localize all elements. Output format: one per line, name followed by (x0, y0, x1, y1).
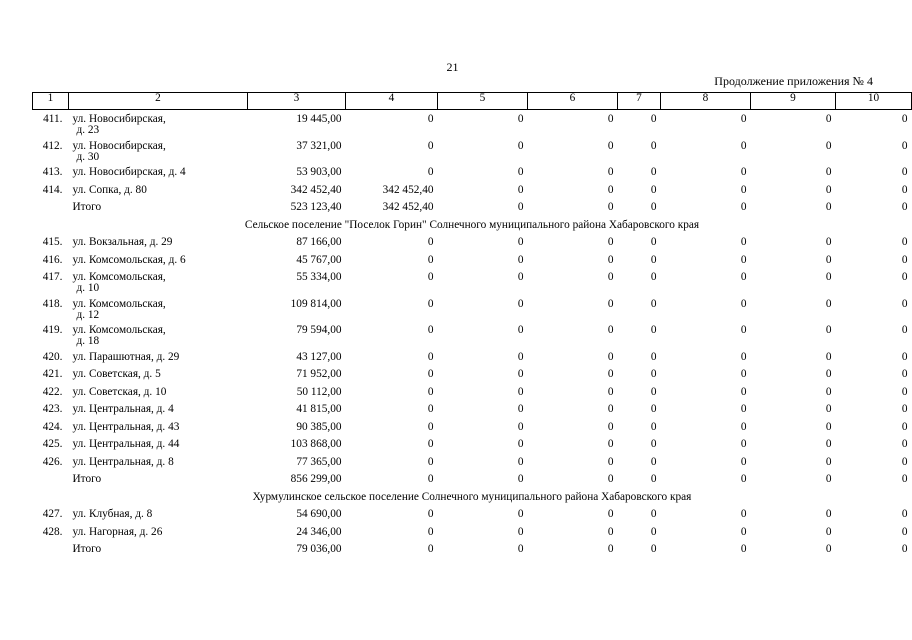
value-cell-col-6: 0 (607, 324, 614, 336)
address-text: ул. Новосибирская, д. 4 (72, 166, 186, 178)
value-cell-col-6: 0 (607, 236, 614, 248)
value-cell-col-10: 0 (901, 271, 908, 283)
value-cell-col-4: 0 (427, 385, 434, 398)
value-cell-col-9: 0 (825, 271, 832, 283)
value-cell-col-4: 0 (427, 113, 434, 125)
table-row (33, 457, 912, 475)
value-cell-col-7: 0 (650, 113, 657, 125)
row-number: 414. (42, 183, 63, 196)
address-text: ул. Комсомольская, (72, 297, 166, 310)
value-cell-col-3: 79 036,00 (296, 543, 342, 555)
value-cell-col-6: 0 (607, 271, 614, 283)
value-cell-col-3: 54 690,00 (296, 508, 342, 520)
value-cell-col-5: 0 (517, 368, 524, 380)
value-cell-col-7: 0 (650, 420, 657, 433)
value-cell-col-9: 0 (825, 201, 832, 213)
value-cell-col-8: 0 (740, 543, 747, 555)
value-cell-col-6: 0 (607, 350, 614, 363)
value-cell-col-3: 19 445,00 (296, 113, 342, 125)
value-cell-col-6: 0 (607, 368, 614, 380)
address-text: ул. Нагорная, д. 26 (72, 525, 163, 538)
table-row (33, 509, 912, 527)
address-cell (69, 439, 248, 457)
value-cell-col-3: 77 365,00 (296, 455, 342, 468)
value-cell-col-10: 0 (901, 183, 908, 196)
address-text: ул. Центральная, д. 43 (72, 420, 180, 433)
section-heading-row (33, 492, 912, 510)
value-cell-col-3: 87 166,00 (296, 236, 342, 248)
address-cell (69, 272, 248, 299)
value-cell-col-5: 0 (517, 438, 524, 450)
value-cell-col-7: 0 (650, 166, 657, 178)
value-cell-col-10: 0 (901, 508, 908, 520)
value-cell-col-6: 0 (607, 525, 614, 538)
value-cell-col-7: 0 (650, 139, 657, 152)
table-row (33, 299, 912, 326)
value-cell-col-9: 0 (825, 350, 832, 363)
column-header-4: 4 (346, 93, 438, 110)
value-cell-col-3: 50 112,00 (296, 385, 342, 398)
value-cell-col-5: 0 (517, 420, 524, 433)
address-text: ул. Клубная, д. 8 (72, 508, 153, 520)
value-cell-col-7: 0 (650, 403, 657, 415)
value-cell-col-4: 0 (427, 543, 434, 555)
address-text-cont: д. 30 (76, 150, 100, 163)
address-cell (69, 544, 248, 562)
column-header-3: 3 (248, 93, 346, 110)
value-cell-col-3: 55 334,00 (296, 271, 342, 283)
address-text: ул. Новосибирская, (72, 139, 166, 152)
value-cell-col-3: 71 952,00 (296, 368, 342, 380)
value-cell-col-9: 0 (825, 183, 832, 196)
value-cell-col-3: 37 321,00 (296, 139, 342, 152)
table-row (33, 255, 912, 273)
address-cell (69, 352, 248, 370)
value-cell-col-7: 0 (650, 438, 657, 450)
value-cell-col-8: 0 (740, 420, 747, 433)
value-cell-col-9: 0 (825, 297, 832, 310)
value-cell-col-8: 0 (740, 236, 747, 248)
value-cell-col-9: 0 (825, 525, 832, 538)
address-cell (69, 237, 248, 255)
value-cell-col-10: 0 (901, 297, 908, 310)
row-number: 425. (42, 438, 63, 450)
value-cell-col-6: 0 (607, 420, 614, 433)
address-text: Итого (72, 543, 102, 555)
value-cell-col-4: 0 (427, 253, 434, 266)
value-cell-col-9: 0 (825, 455, 832, 468)
section-heading-row (33, 220, 912, 238)
value-cell-col-3: 79 594,00 (296, 324, 342, 336)
value-cell-col-10: 0 (901, 166, 908, 178)
value-cell-col-5: 0 (517, 183, 524, 196)
table-row (33, 141, 912, 168)
value-cell-col-9: 0 (825, 166, 832, 178)
table-row (33, 387, 912, 405)
value-cell-col-5: 0 (517, 324, 524, 336)
value-cell-col-8: 0 (740, 183, 747, 196)
value-cell-col-3: 45 767,00 (296, 253, 342, 266)
address-text-cont: д. 23 (76, 124, 100, 136)
value-cell-col-6: 0 (607, 508, 614, 520)
address-cell (69, 369, 248, 387)
address-text: ул. Комсомольская, (72, 324, 166, 336)
value-cell-col-4: 0 (427, 271, 434, 283)
value-cell-col-7: 0 (650, 236, 657, 248)
address-cell (69, 474, 248, 492)
value-cell-col-6: 0 (607, 183, 614, 196)
value-cell-col-10: 0 (901, 350, 908, 363)
table-row (33, 422, 912, 440)
address-text: ул. Советская, д. 10 (72, 385, 167, 398)
value-cell-col-6: 0 (607, 166, 614, 178)
row-number: 428. (42, 525, 63, 538)
value-cell-col-3: 856 299,00 (290, 473, 342, 485)
row-number: 419. (42, 324, 63, 336)
value-cell-col-10: 0 (901, 403, 908, 415)
value-cell-col-3: 523 123,40 (290, 201, 342, 213)
value-cell-col-10: 0 (901, 368, 908, 380)
value-cell-col-9: 0 (825, 113, 832, 125)
value-cell-col-9: 0 (825, 403, 832, 415)
value-cell-col-7: 0 (650, 324, 657, 336)
value-cell-col-7: 0 (650, 253, 657, 266)
address-cell (69, 202, 248, 220)
row-number: 421. (42, 368, 63, 380)
row-number: 426. (42, 455, 63, 468)
row-number (33, 202, 69, 220)
value-cell-col-7: 0 (650, 368, 657, 380)
address-text-cont: д. 18 (76, 335, 100, 347)
address-cell (69, 422, 248, 440)
value-cell-col-3: 90 385,00 (296, 420, 342, 433)
address-cell (69, 325, 248, 352)
column-header-7: 7 (618, 93, 661, 110)
value-cell-col-5: 0 (517, 403, 524, 415)
header-row (33, 93, 912, 110)
column-header-5: 5 (438, 93, 528, 110)
row-number: 424. (42, 420, 63, 433)
value-cell-col-8: 0 (740, 113, 747, 125)
value-cell-col-9: 0 (825, 368, 832, 380)
value-cell-col-4: 0 (427, 473, 434, 485)
value-cell-col-5: 0 (517, 271, 524, 283)
value-cell-col-6: 0 (607, 438, 614, 450)
value-cell-col-6: 0 (607, 253, 614, 266)
value-cell-col-8: 0 (740, 253, 747, 266)
total-row (33, 202, 912, 220)
value-cell-col-8: 0 (740, 166, 747, 178)
address-text: ул. Комсомольская, (72, 271, 166, 283)
value-cell-col-4: 0 (427, 236, 434, 248)
row-number (33, 544, 69, 562)
value-cell-col-8: 0 (740, 525, 747, 538)
value-cell-col-7: 0 (650, 201, 657, 213)
value-cell-col-7: 0 (650, 543, 657, 555)
total-row (33, 544, 912, 562)
page-number: 21 (446, 60, 459, 74)
address-cell (69, 110, 248, 141)
value-cell-col-5: 0 (517, 508, 524, 520)
value-cell-col-9: 0 (825, 236, 832, 248)
value-cell-col-9: 0 (825, 438, 832, 450)
value-cell-col-10: 0 (901, 113, 908, 125)
value-cell-col-7: 0 (650, 297, 657, 310)
column-header-9: 9 (751, 93, 836, 110)
value-cell-col-10: 0 (901, 473, 908, 485)
value-cell-col-8: 0 (740, 403, 747, 415)
value-cell-col-10: 0 (901, 420, 908, 433)
value-cell-col-8: 0 (740, 271, 747, 283)
value-cell-col-3: 109 814,00 (290, 297, 342, 310)
value-cell-col-5: 0 (517, 473, 524, 485)
value-cell-col-5: 0 (517, 525, 524, 538)
value-cell-col-6: 0 (607, 201, 614, 213)
value-cell-col-3: 53 903,00 (296, 166, 342, 178)
row-number (33, 474, 69, 492)
value-cell-col-9: 0 (825, 473, 832, 485)
value-cell-col-7: 0 (650, 271, 657, 283)
address-text: Итого (72, 201, 102, 213)
value-cell-col-5: 0 (517, 350, 524, 363)
address-text: Итого (72, 473, 102, 485)
value-cell-col-3: 43 127,00 (296, 350, 342, 363)
value-cell-col-5: 0 (517, 297, 524, 310)
value-cell-col-9: 0 (825, 385, 832, 398)
address-cell (69, 527, 248, 545)
value-cell-col-4: 0 (427, 455, 434, 468)
value-cell-col-5: 0 (517, 201, 524, 213)
value-cell-col-9: 0 (825, 324, 832, 336)
value-cell-col-7: 0 (650, 473, 657, 485)
table-row (33, 110, 912, 141)
address-text: ул. Парашютная, д. 29 (72, 350, 180, 363)
value-cell-col-7: 0 (650, 508, 657, 520)
value-cell-col-10: 0 (901, 139, 908, 152)
appendix-continuation-label: Продолжение приложения № 4 (714, 74, 873, 88)
value-cell-col-7: 0 (650, 183, 657, 196)
value-cell-col-8: 0 (740, 455, 747, 468)
address-text: ул. Новосибирская, (72, 113, 166, 125)
column-header-2: 2 (69, 93, 248, 110)
row-number: 415. (42, 236, 63, 248)
table-row (33, 237, 912, 255)
table-row (33, 527, 912, 545)
value-cell-col-7: 0 (650, 350, 657, 363)
value-cell-col-4: 0 (427, 350, 434, 363)
value-cell-col-10: 0 (901, 543, 908, 555)
value-cell-col-8: 0 (740, 508, 747, 520)
address-text: ул. Центральная, д. 8 (72, 455, 174, 468)
value-cell-col-4: 342 452,40 (382, 183, 434, 196)
row-number: 423. (42, 403, 63, 415)
value-cell-col-6: 0 (607, 113, 614, 125)
value-cell-col-8: 0 (740, 438, 747, 450)
section-heading: Сельское поселение "Поселок Горин" Солнечного муниципального района Хабаровского края (244, 218, 700, 231)
value-cell-col-5: 0 (517, 385, 524, 398)
value-cell-col-4: 0 (427, 297, 434, 310)
address-text: ул. Центральная, д. 4 (72, 403, 174, 415)
value-cell-col-5: 0 (517, 166, 524, 178)
value-cell-col-7: 0 (650, 455, 657, 468)
value-cell-col-3: 342 452,40 (290, 183, 342, 196)
value-cell-col-7: 0 (650, 525, 657, 538)
row-number: 418. (42, 297, 63, 310)
address-text: ул. Центральная, д. 44 (72, 438, 180, 450)
value-cell-col-10: 0 (901, 525, 908, 538)
column-header-10: 10 (836, 93, 912, 110)
table-row (33, 404, 912, 422)
value-cell-col-8: 0 (740, 324, 747, 336)
row-number: 422. (42, 385, 63, 398)
address-cell (69, 509, 248, 527)
value-cell-col-3: 24 346,00 (296, 525, 342, 538)
address-text-cont: д. 12 (76, 308, 100, 321)
value-cell-col-10: 0 (901, 201, 908, 213)
value-cell-col-8: 0 (740, 350, 747, 363)
section-heading: Хурмулинское сельское поселение Солнечного муниципального района Хабаровского края (252, 490, 692, 503)
value-cell-col-9: 0 (825, 253, 832, 266)
value-cell-col-4: 0 (427, 403, 434, 415)
value-cell-col-10: 0 (901, 253, 908, 266)
value-cell-col-5: 0 (517, 455, 524, 468)
value-cell-col-8: 0 (740, 368, 747, 380)
table-row (33, 439, 912, 457)
row-number: 411. (43, 113, 63, 125)
table-row (33, 352, 912, 370)
address-text: ул. Сопка, д. 80 (72, 183, 147, 196)
data-table (32, 92, 912, 562)
address-text: ул. Вокзальная, д. 29 (72, 236, 173, 248)
address-text: ул. Комсомольская, д. 6 (72, 253, 186, 266)
value-cell-col-5: 0 (517, 543, 524, 555)
address-cell (69, 404, 248, 422)
value-cell-col-5: 0 (517, 236, 524, 248)
value-cell-col-6: 0 (607, 385, 614, 398)
table-row (33, 167, 912, 185)
address-cell (69, 299, 248, 326)
row-number: 427. (42, 508, 63, 520)
value-cell-col-9: 0 (825, 420, 832, 433)
value-cell-col-9: 0 (825, 543, 832, 555)
value-cell-col-6: 0 (607, 403, 614, 415)
column-header-6: 6 (528, 93, 618, 110)
value-cell-col-4: 0 (427, 324, 434, 336)
value-cell-col-7: 0 (650, 385, 657, 398)
address-cell (69, 141, 248, 168)
table-row (33, 325, 912, 352)
column-header-1: 1 (33, 93, 69, 110)
value-cell-col-8: 0 (740, 201, 747, 213)
row-number: 420. (42, 350, 63, 363)
value-cell-col-9: 0 (825, 139, 832, 152)
address-text: ул. Советская, д. 5 (72, 368, 161, 380)
value-cell-col-3: 103 868,00 (290, 438, 342, 450)
value-cell-col-10: 0 (901, 324, 908, 336)
value-cell-col-4: 0 (427, 508, 434, 520)
value-cell-col-3: 41 815,00 (296, 403, 342, 415)
value-cell-col-6: 0 (607, 543, 614, 555)
value-cell-col-9: 0 (825, 508, 832, 520)
address-cell (69, 255, 248, 273)
value-cell-col-4: 0 (427, 438, 434, 450)
table-row (33, 369, 912, 387)
column-header-8: 8 (661, 93, 751, 110)
value-cell-col-10: 0 (901, 438, 908, 450)
value-cell-col-4: 0 (427, 525, 434, 538)
address-cell (69, 457, 248, 475)
value-cell-col-10: 0 (901, 236, 908, 248)
value-cell-col-4: 0 (427, 166, 434, 178)
value-cell-col-4: 342 452,40 (382, 201, 434, 213)
value-cell-col-6: 0 (607, 139, 614, 152)
value-cell-col-4: 0 (427, 368, 434, 380)
address-text-cont: д. 10 (76, 282, 100, 294)
value-cell-col-5: 0 (517, 139, 524, 152)
row-number: 413. (42, 166, 63, 178)
row-number: 416. (42, 253, 63, 266)
address-cell (69, 185, 248, 203)
value-cell-col-6: 0 (607, 297, 614, 310)
table-row (33, 185, 912, 203)
row-number: 412. (42, 139, 63, 152)
value-cell-col-6: 0 (607, 473, 614, 485)
value-cell-col-10: 0 (901, 455, 908, 468)
value-cell-col-8: 0 (740, 297, 747, 310)
value-cell-col-5: 0 (517, 253, 524, 266)
value-cell-col-6: 0 (607, 455, 614, 468)
table-row (33, 272, 912, 299)
address-cell (69, 167, 248, 185)
value-cell-col-4: 0 (427, 420, 434, 433)
value-cell-col-8: 0 (740, 385, 747, 398)
address-cell (69, 387, 248, 405)
value-cell-col-5: 0 (517, 113, 524, 125)
value-cell-col-8: 0 (740, 139, 747, 152)
table-body (33, 110, 912, 562)
total-row (33, 474, 912, 492)
value-cell-col-10: 0 (901, 385, 908, 398)
value-cell-col-4: 0 (427, 139, 434, 152)
value-cell-col-8: 0 (740, 473, 747, 485)
row-number: 417. (42, 271, 63, 283)
